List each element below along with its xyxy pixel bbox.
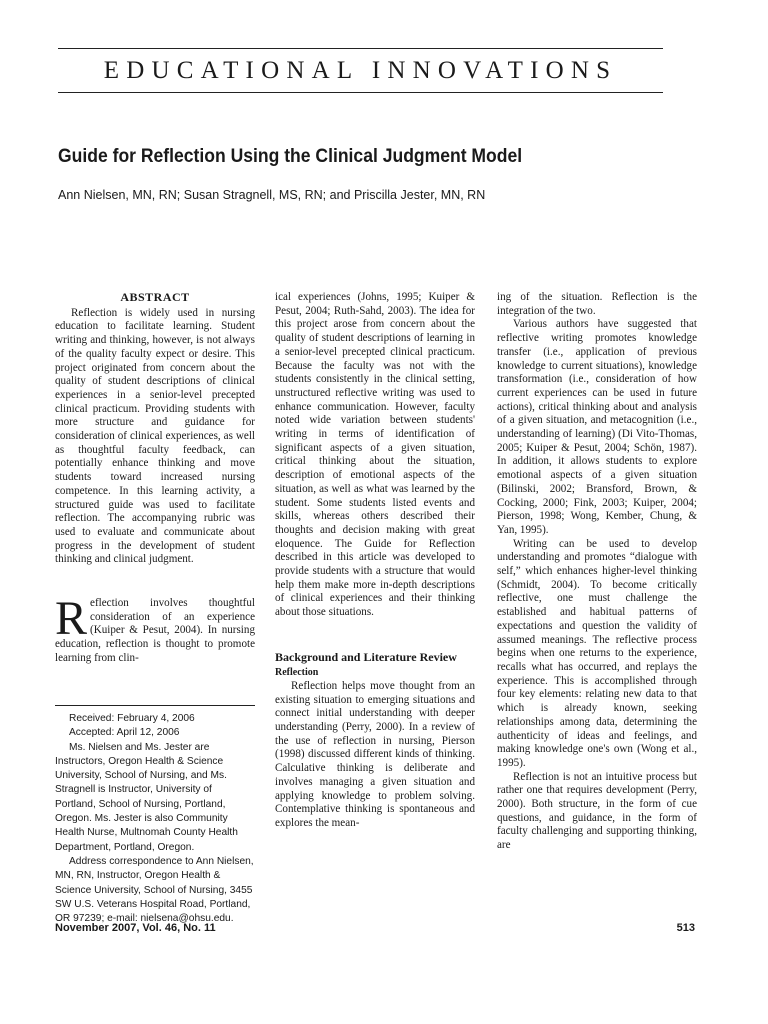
intro-text: eflection involves thoughtful consideration of an experience (Kuiper & Pesut, 2004). In nursing education, reflection is thought to promote learning from clin-	[55, 597, 255, 664]
article-title: Guide for Reflection Using the Clinical Judgment Model	[58, 145, 523, 167]
footnote-received: Received: February 4, 2006	[69, 713, 195, 724]
intro-paragraph	[55, 592, 255, 666]
body-paragraph: Reflection helps move thought from an existing situation to emerging situations and connect initial understanding with deeper understanding (Perry, 2000). In a review of the use of reflection in nursing, Pierson (1998) discussed different kinds of thinking. Calculative thinking is deliberate and involves managing a given situation and applying knowledge to problem solving. Contemplative thinking is spontaneous and explores the mean-	[275, 679, 475, 829]
header-bottom-rule	[58, 92, 663, 93]
drop-cap: R	[55, 592, 88, 646]
body-paragraph: ing of the situation. Reflection is the integration of the two.	[497, 291, 697, 317]
column-1	[55, 291, 255, 666]
journal-issue: November 2007, Vol. 46, No. 11	[55, 922, 216, 934]
footnote-accepted: Accepted: April 12, 2006	[69, 727, 180, 739]
page-number: 513	[676, 922, 695, 934]
body-paragraph: Reflection is not an intuitive process but rather one that requires development (Perry, 2000). Both structure, in the form of cue questions, and guidance, in the form of faculty challenging and supporting thinking, are	[497, 770, 697, 852]
abstract-text: Reflection is widely used in nursing education to facilitate learning. Student writing and thinking, however, is not always of the quality faculty expect or desire. This project originated from concern about the quality of student descriptions of clinical experiences in a senior-level precepted clinical practicum. Providing students with more structure and guidance for consideration of clinical experiences, as well as thoughtful faculty feedback, can potentially enhance thinking and move students toward increased nursing competence. In this learning activity, a structured guide was used to facilitate reflection. The accompanying rubric was used to evaluate and communicate about progress in the development of student thinking and clinical judgment.	[55, 306, 255, 566]
subsection-heading: Reflection	[275, 666, 319, 678]
footnote-correspondence: Address correspondence to Ann Nielsen, MN, RN, Instructor, Oregon Health & Science University, School of Nursing, 3455 SW U.S. Veterans Hospital Road, Portland, OR 97239; e-mail: nielsena@ohsu.edu.	[55, 855, 254, 925]
column-2	[275, 291, 475, 831]
body-paragraph: Various authors have suggested that reflective writing promotes knowledge transfer (i.e., application of previous knowledge to current situations), knowledge transformation (i.e., consideration of how current experiences can be used in future actions), critical thinking about and analysis of a given situation, and metacognition (i.e., understanding of learning) (Di Vito-Thomas, 2005; Kuiper & Pesut, 2004; Schön, 1987). In addition, it allows students to explore emotional aspects of a given situation (Bilinski, 2002; Bransford, Brown, & Cocking, 2000; Fink, 2003; Kuiper, 2004; Pierson, 1998; Wong, Kember, Chung, & Yan, 1995).	[497, 318, 697, 536]
body-paragraph: Writing can be used to develop understanding and promotes “dialogue with self,” which enhances higher-level thinking (Schmidt, 2004). To become critically reflective, one must challenge the established and habitual patterns of expectations and question the validity of assumed meanings. The reflective process begins when one returns to the experience, recalls what has occurred, and replays the experience. This is accomplished through four key elements: relating new data to that which is already known, seeking relationships among data, determining the authenticity of ideas and feelings, and making knowledge one's own (Wong et al., 1995).	[497, 537, 697, 769]
abstract-heading: ABSTRACT	[120, 290, 190, 304]
section-heading: Background and Literature Review	[275, 649, 457, 664]
column-3	[497, 291, 697, 853]
body-paragraph: ical experiences (Johns, 1995; Kuiper & Pesut, 2004; Ruth-Sahd, 2003). The idea for this project arose from concern about the quality of student descriptions of learning in a senior-level precepted clinical practicum. Because the faculty was not with the students consistently in the clinical setting, unstructured reflective writing was used to enhance communication. However, faculty noted wide variation between students' writing in terms of identification of significant aspects of a given situation, critical thinking about the situation, description of emotional aspects of the situation, as well as what was learned by the student. Some students listed events and skills, whereas others described their thoughts and decision making with great eloquence. The Guide for Reflection described in this article was developed to provide students with a structure that would help them make more in-depth descriptions of clinical experiences and their thinking about those situations.	[275, 291, 475, 619]
article-authors: Ann Nielsen, MN, RN; Susan Stragnell, MS, RN; and Priscilla Jester, MN, RN	[58, 188, 486, 202]
footnote-rule	[55, 705, 255, 706]
footnotes	[55, 712, 255, 926]
journal-section-header: EDUCATIONAL INNOVATIONS	[103, 57, 618, 84]
header-top-rule	[58, 48, 663, 49]
footnote-affiliations: Ms. Nielsen and Ms. Jester are Instructors, Oregon Health & Science University, School of Nursing, and Ms. Stragnell is Instructor, University of Portland, School of Nursing, Portland, Oregon. Ms. Jester is also Community Health Nurse, Multnomah County Health Department, Portland, Oregon.	[55, 741, 238, 853]
